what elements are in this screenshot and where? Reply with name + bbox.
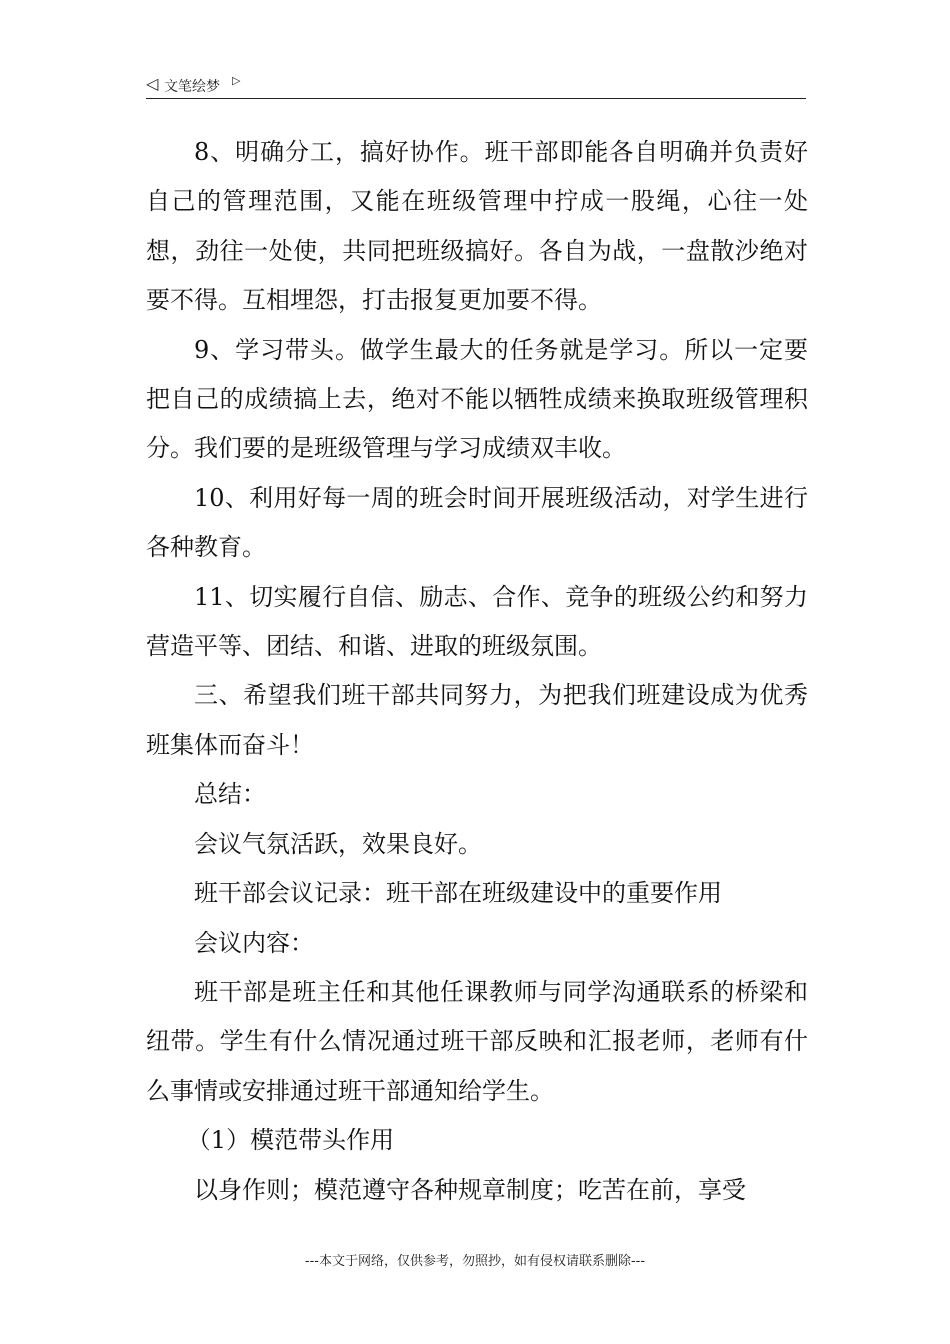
paragraph-item-9: 9、学习带头。做学生最大的任务就是学习。所以一定要把自己的成绩搞上去，绝对不能以牺牲成绩来换取班级管理积分。我们要的是班级管理与学习成绩双丰收。 xyxy=(146,335,808,463)
meeting-content-heading: 会议内容： xyxy=(194,928,314,957)
meeting-content-paragraph: 班干部是班主任和其他任课教师与同学沟通联系的桥梁和纽带。学生有什么情况通过班干部反映和汇报老师，老师有什么事情或安排通过班干部通知给学生。 xyxy=(146,977,808,1105)
document-body xyxy=(146,128,808,1215)
role-model-paragraph: 以身作则；模范遵守各种规章制度；吃苦在前，享受 xyxy=(194,1175,746,1204)
triangle-left-outline-icon: ◁ xyxy=(146,74,159,93)
paragraph-item-8: 8、明确分工，搞好协作。班干部即能各自明确并负责好自己的管理范围，又能在班级管理中拧成一股绳，心往一处想，劲往一处使，共同把班级搞好。各自为战，一盘散沙绝对要不得。互相埋怨，打击报复更加要不得。 xyxy=(146,138,808,315)
paragraph-section-3: 三、希望我们班干部共同努力，为把我们班建设成为优秀班集体而奋斗！ xyxy=(146,681,808,759)
header-title: 文笔绘梦 xyxy=(164,79,220,95)
summary-heading: 总结： xyxy=(194,780,266,809)
subheading-role-model: （1）模范带头作用 xyxy=(186,1126,395,1155)
paragraph-item-11: 11、切实履行自信、励志、合作、竞争的班级公约和努力营造平等、团结、和谐、进取的班级氛围。 xyxy=(146,582,808,661)
triangle-right-outline-icon: ▷ xyxy=(232,74,241,87)
footer-disclaimer: ---本文于网络，仅供参考，勿照抄，如有侵权请联系删除--- xyxy=(304,1254,646,1269)
page-header xyxy=(146,72,806,99)
paragraph-item-10: 10、利用好每一周的班会时间开展班级活动，对学生进行各种教育。 xyxy=(146,483,808,562)
summary-text: 会议气氛活跃，效果良好。 xyxy=(194,829,482,858)
meeting-record-title: 班干部会议记录：班干部在班级建设中的重要作用 xyxy=(194,879,722,908)
